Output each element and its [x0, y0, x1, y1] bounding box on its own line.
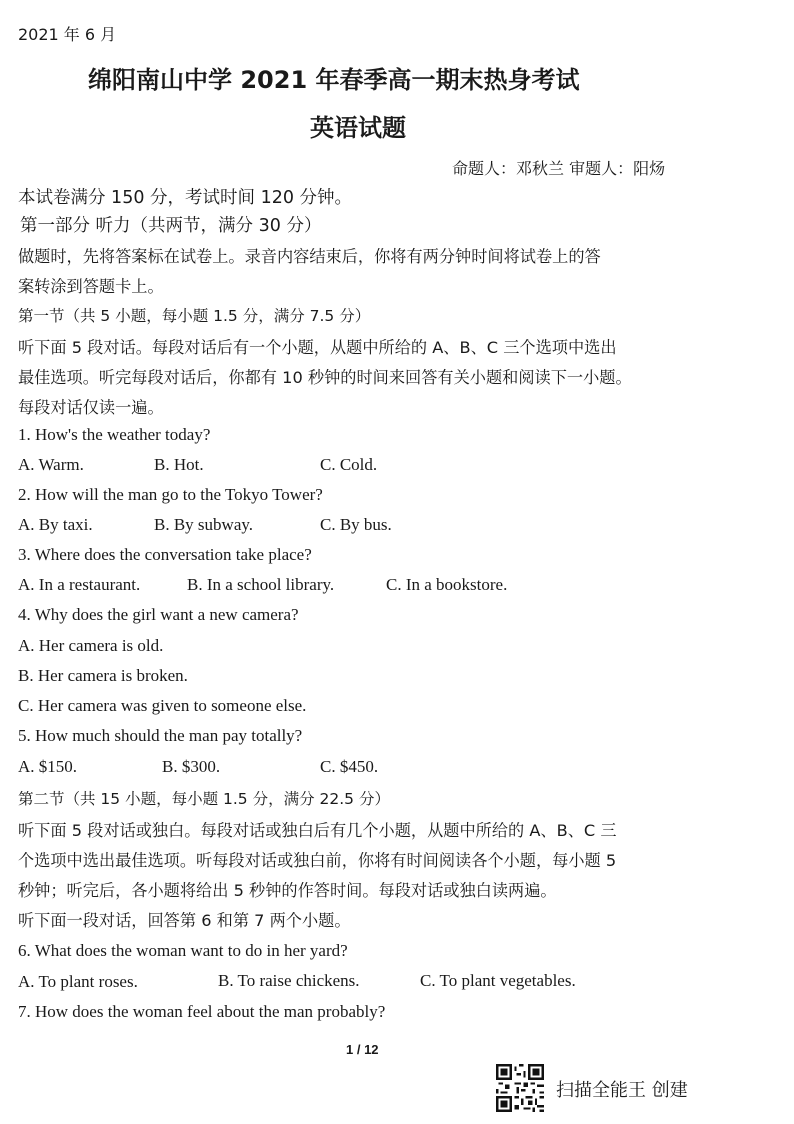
q3-option-a: A. In a restaurant. — [18, 575, 141, 594]
exam-authors: 命题人：邓秋兰 审题人：阳炀 — [452, 159, 666, 178]
question-4: 4. Why does the girl want a new camera? — [18, 605, 299, 624]
section-two-line-2: 个选项中选出最佳选项。听每段对话或独白前，你将有时间阅读各个小题，每小题 5 — [18, 851, 617, 870]
exam-title: 绵阳南山中学 2021 年春季高一期末热身考试 — [88, 66, 580, 94]
question-1: 1. How's the weather today? — [18, 425, 211, 444]
q5-option-b: B. $300. — [162, 757, 221, 776]
section-one-line-2: 最佳选项。听完每段对话后，你都有 10 秒钟的时间来回答有关小题和阅读下一小题。 — [18, 368, 632, 387]
section-one-line-1: 听下面 5 段对话。每段对话后有一个小题，从题中所给的 A、B、C 三个选项中选出 — [18, 338, 617, 357]
q3-option-c: C. In a bookstore. — [386, 575, 508, 594]
q6-option-a: A. To plant roses. — [18, 972, 138, 991]
q4-option-c: C. Her camera was given to someone else. — [18, 696, 307, 715]
section-one-line-3: 每段对话仅读一遍。 — [18, 398, 164, 417]
q4-option-b: B. Her camera is broken. — [18, 666, 188, 685]
q2-option-b: B. By subway. — [154, 515, 254, 534]
page-number: 1 / 12 — [346, 1042, 379, 1057]
q1-option-c: C. Cold. — [320, 455, 378, 474]
instructions-line-1: 做题时，先将答案标在试卷上。录音内容结束后，你将有两分钟时间将试卷上的答 — [18, 247, 601, 266]
q6-option-b: B. To raise chickens. — [218, 971, 360, 990]
question-2: 2. How will the man go to the Tokyo Tower? — [18, 485, 323, 504]
part-one-heading: 第一部分 听力（共两节，满分 30 分） — [20, 216, 322, 236]
q6-option-c: C. To plant vegetables. — [420, 971, 576, 990]
qr-code-icon — [496, 1064, 544, 1112]
q5-option-a: A. $150. — [18, 757, 78, 776]
section-two-line-3: 秒钟；听完后，各小题将给出 5 秒钟的作答时间。每段对话或独白读两遍。 — [18, 881, 557, 900]
question-3: 3. Where does the conversation take place? — [18, 545, 312, 564]
scanner-watermark: 扫描全能王 创建 — [556, 1080, 688, 1101]
exam-date: 2021 年 6 月 — [18, 25, 117, 44]
q4-option-a: A. Her camera is old. — [18, 636, 164, 655]
q1-option-b: B. Hot. — [154, 455, 204, 474]
section-one-heading: 第一节（共 5 小题，每小题 1.5 分，满分 7.5 分） — [18, 307, 371, 325]
q2-option-c: C. By bus. — [320, 515, 392, 534]
section-two-heading: 第二节（共 15 小题，每小题 1.5 分，满分 22.5 分） — [18, 790, 390, 808]
section-two-line-1: 听下面 5 段对话或独白。每段对话或独白后有几个小题，从题中所给的 A、B、C 三 — [18, 821, 617, 840]
question-7: 7. How does the woman feel about the man probably? — [18, 1002, 386, 1021]
exam-subtitle: 英语试题 — [310, 114, 406, 142]
q2-option-a: A. By taxi. — [18, 515, 93, 534]
q1-option-a: A. Warm. — [18, 455, 84, 474]
instructions-line-2: 案转涂到答题卡上。 — [18, 277, 164, 296]
question-6: 6. What does the woman want to do in her yard? — [18, 941, 348, 960]
q3-option-b: B. In a school library. — [187, 575, 335, 594]
q5-option-c: C. $450. — [320, 757, 379, 776]
question-5: 5. How much should the man pay totally? — [18, 726, 303, 745]
total-score-note: 本试卷满分 150 分，考试时间 120 分钟。 — [18, 188, 353, 208]
section-two-line-4: 听下面一段对话，回答第 6 和第 7 两个小题。 — [18, 911, 351, 930]
